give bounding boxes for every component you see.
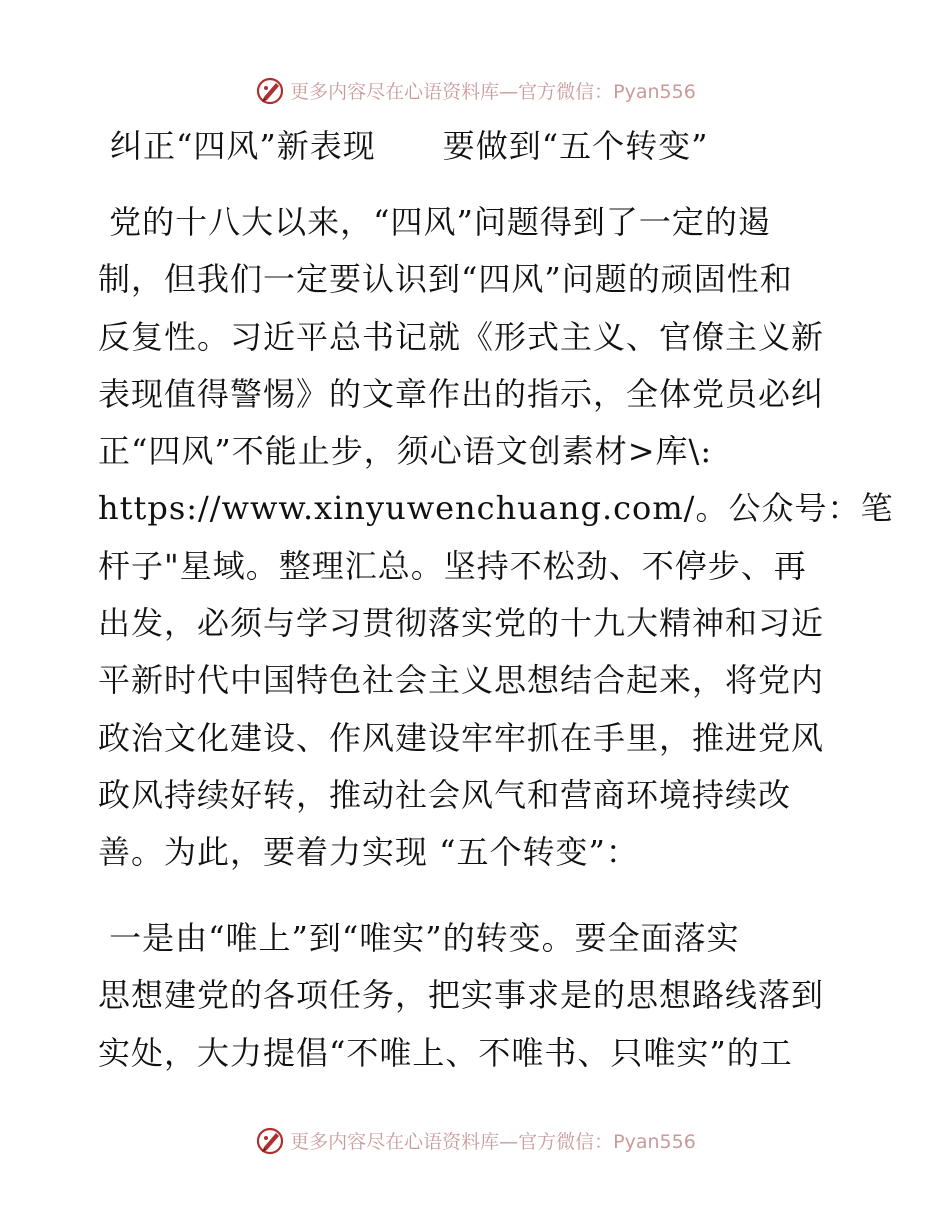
- text-line: 平新时代中国特色社会主义思想结合起来，将党内: [98, 661, 825, 700]
- text-line: 党的十八大以来，“四风”问题得到了一定的遏: [98, 203, 771, 241]
- paragraph-1: [98, 194, 894, 882]
- text-line: 杆子"星域。整理汇总。坚持不松劲、不停步、再: [98, 546, 807, 585]
- text-line: 思想建党的各项任务，把实事求是的思想路线落到: [98, 976, 825, 1015]
- footer-banner: [0, 1120, 950, 1160]
- text-line: https://www.xinyuwenchuang.com/。公众号：笔: [98, 489, 894, 528]
- header-banner: [0, 70, 950, 110]
- pen-seal-logo-icon: [254, 1124, 286, 1156]
- text-line: 正“四风”不能止步，须心语文创素材>库\:: [98, 432, 713, 471]
- header-banner-text: 更多内容尽在心语资料库—官方微信：Pyan556: [290, 80, 696, 103]
- text-line: 政治文化建设、作风建设牢牢抓在手里，推进党风: [98, 718, 825, 757]
- footer-banner-text: 更多内容尽在心语资料库—官方微信：Pyan556: [290, 1130, 696, 1153]
- text-line: 反复性。习近平总书记就《形式主义、官僚主义新: [98, 317, 825, 356]
- text-line: 政风持续好转，推动社会风气和营商环境持续改: [98, 775, 792, 814]
- paragraph-2: [98, 910, 858, 1082]
- text-line: 表现值得警惕》的文章作出的指示，全体党员必纠: [98, 374, 825, 413]
- text-line: 实处，大力提倡“不唯上、不唯书、只唯实”的工: [98, 1033, 793, 1072]
- pen-seal-logo-icon: [254, 74, 286, 106]
- text-line: 制，但我们一定要认识到“四风”问题的顽固性和: [98, 260, 793, 299]
- text-line: 出发，必须与学习贯彻落实党的十九大精神和习近: [98, 604, 825, 643]
- text-line: 善。为此，要着力实现 “五个转变”：: [98, 833, 639, 872]
- document-title: 纠正“四风”新表现 要做到“五个转变”: [110, 127, 709, 165]
- text-line: 一是由“唯上”到“唯实”的转变。要全面落实: [98, 919, 740, 957]
